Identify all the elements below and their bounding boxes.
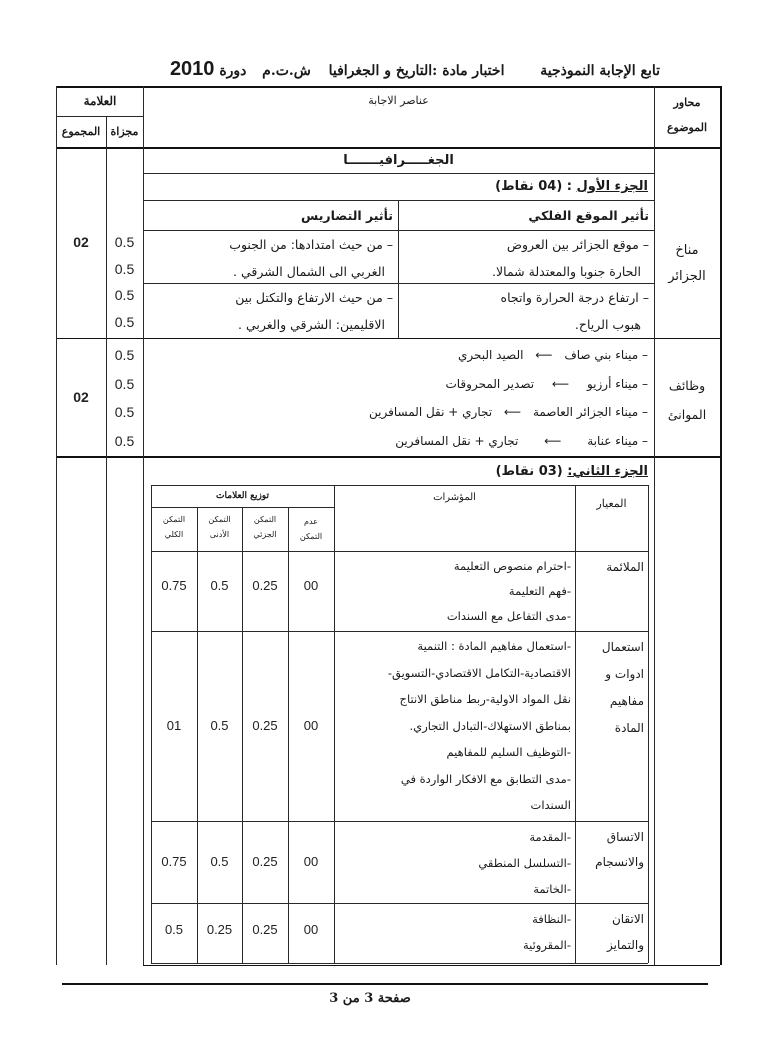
climate-col-astro: تأثير الموقع الفلكي <box>528 208 649 223</box>
port-function: تصدير المحروقات <box>445 376 535 391</box>
port-name: – ميناء عنابة <box>587 433 648 448</box>
rule <box>288 507 289 963</box>
indicators-cell <box>334 633 571 819</box>
rule <box>56 338 720 339</box>
rule <box>151 551 648 552</box>
arrow-left-icon: ⟵ <box>535 348 553 362</box>
rule <box>151 631 648 632</box>
axis-label-line: الموانئ <box>667 407 707 422</box>
criterion-line: ادوات و <box>605 667 644 681</box>
mark: 0.5 <box>114 347 135 363</box>
climate-marks <box>106 229 143 335</box>
port-row <box>143 342 648 371</box>
indicator-line: الاقتصادية-التكامل الاقتصادي-التسويق- <box>387 665 571 680</box>
relief-line: – من حيث الارتفاع والتكتل بين <box>235 290 393 305</box>
level-header-none <box>288 514 334 544</box>
level-line: التمكن <box>253 515 277 524</box>
relief-line: الاقليمين: الشرقي والغربي . <box>238 317 385 332</box>
mark: 0.5 <box>114 287 135 303</box>
port-name: – ميناء بني صاف <box>564 348 648 362</box>
criterion-line: الملائمة <box>606 560 644 574</box>
score-none: 00 <box>303 718 319 733</box>
criterion-cell <box>575 634 644 742</box>
port-function: تجاري + نقل المسافرين <box>395 433 519 448</box>
port-row <box>143 399 648 428</box>
port-name: – ميناء الجزائر العاصمة <box>532 405 648 419</box>
header-subject: اختبار مادة :التاريخ و الجغرافيا <box>328 63 505 79</box>
rule <box>143 965 720 966</box>
indicator-line: السندات <box>530 798 571 812</box>
part2-label: الجزء الثاني: <box>567 464 648 479</box>
axes-header-line2: الموضوع <box>666 121 708 134</box>
rule <box>197 507 198 963</box>
rule <box>720 86 722 965</box>
indicator-line: -الخاتمة <box>533 882 571 896</box>
rule <box>648 485 649 963</box>
mark: 0.5 <box>114 404 135 420</box>
indicator-line: -المقروئية <box>522 938 571 952</box>
level-header-minimal <box>197 512 242 542</box>
total-header: المجموع <box>61 125 101 138</box>
score-partial: 0.25 <box>252 578 278 593</box>
astro-line: هبوب الرياح. <box>574 317 641 332</box>
criterion-cell <box>575 825 644 875</box>
part1-points: : (04 نقاط) <box>495 179 572 194</box>
indicator-line: -المقدمة <box>529 830 571 844</box>
level-line: عدم <box>304 517 318 526</box>
level-line: الجزئي <box>253 530 277 539</box>
part1-label: الجزء الأول <box>576 179 648 194</box>
score-minimal: 0.5 <box>210 718 229 733</box>
mark: 0.5 <box>114 432 135 449</box>
page-header <box>170 56 660 82</box>
climate-row2-relief <box>143 284 393 338</box>
level-header-full <box>151 512 197 542</box>
indicator-line: نقل المواد الاولية-ربط مناطق الانتاج <box>399 692 571 706</box>
level-line: الكلي <box>164 530 184 539</box>
level-line: التمكن <box>162 515 186 524</box>
score-none: 00 <box>303 578 319 593</box>
header-stream: ش.ت.م <box>262 63 311 79</box>
port-function: الصيد البحري <box>457 348 524 362</box>
section-title: الجغـــــرافيـــــــا <box>343 153 454 168</box>
rule <box>242 507 243 963</box>
level-header-partial <box>242 512 288 542</box>
score-minimal: 0.5 <box>210 854 229 869</box>
astro-line: – ارتفاع درجة الحرارة واتجاه <box>500 290 649 305</box>
indicators-cell <box>334 824 571 902</box>
part2-title <box>143 460 648 484</box>
page-number: صفحة 3 من 3 <box>329 991 411 1006</box>
axis-label-line: وظائف <box>668 378 706 393</box>
indicator-line: -التوظيف السليم للمفاهيم <box>446 745 571 759</box>
score-minimal: 0.5 <box>210 578 229 593</box>
score-full: 0.5 <box>164 922 184 937</box>
climate-col-relief: تأثير التضاريس <box>301 208 393 223</box>
score-none: 00 <box>303 854 319 869</box>
score-full: 0.75 <box>161 854 187 869</box>
axis-ports-label <box>654 371 720 429</box>
mark: 0.5 <box>114 234 135 250</box>
criterion-line: المادة <box>614 721 644 735</box>
mark: 0.5 <box>114 313 135 330</box>
rule <box>56 456 720 458</box>
criterion-line: الاتساق <box>606 830 644 844</box>
climate-row2-astro <box>398 284 649 338</box>
score-partial: 0.25 <box>252 922 278 937</box>
answer-elements-header: عناصر الاجابة <box>368 94 429 107</box>
arrow-left-icon: ⟵ <box>551 376 570 391</box>
indicator-line: -احترام منصوص التعليمة <box>453 559 571 573</box>
criterion-cell <box>575 906 644 958</box>
port-row <box>143 371 648 400</box>
ports-marks <box>106 341 143 455</box>
axis-label-line: مناخ <box>675 243 699 258</box>
port-row <box>143 428 648 457</box>
score-minimal: 0.25 <box>206 922 233 937</box>
score-full: 01 <box>166 718 182 733</box>
criterion-line: استعمال <box>601 640 644 654</box>
rule <box>151 903 648 904</box>
rule <box>654 86 655 965</box>
score-partial: 0.25 <box>252 718 278 733</box>
indicator-line: -مدى التفاعل مع السندات <box>446 609 571 623</box>
criterion-line: والتمايز <box>607 938 644 952</box>
axis-climate-label <box>654 238 720 290</box>
level-line: الأدنى <box>209 530 230 539</box>
climate-row1-relief <box>143 231 393 285</box>
climate-row1-astro <box>398 231 649 285</box>
header-session-label: دورة <box>219 63 247 79</box>
indicator-line: -فهم التعليمة <box>508 584 571 598</box>
grade-header: العلامة <box>83 94 117 108</box>
relief-line: – من حيث امتدادها: من الجنوب <box>229 237 393 252</box>
port-name: – ميناء أرزيو <box>586 376 648 391</box>
criterion-header: المعيار <box>596 497 627 510</box>
level-line: التمكن <box>299 532 323 541</box>
criterion-cell <box>575 555 644 579</box>
rule <box>151 821 648 822</box>
arrow-left-icon: ⟵ <box>544 433 562 448</box>
distribution-header: توزيع العلامات <box>216 491 269 501</box>
axes-header <box>654 90 720 140</box>
partial-header: مجزاة <box>110 125 139 138</box>
criterion-line: الاتقان <box>611 912 644 926</box>
relief-line: الغربي الى الشمال الشرقي . <box>233 264 385 279</box>
ports-total: 02 <box>73 389 89 405</box>
part2-points: (03 نقاط) <box>495 464 563 479</box>
criterion-line: والانسجام <box>595 855 644 869</box>
indicator-line: -النظافة <box>532 912 571 926</box>
indicator-line: -استعمال مفاهيم المادة : التنمية <box>417 639 571 653</box>
score-none: 00 <box>303 922 319 937</box>
footer-rule <box>62 983 708 985</box>
indicator-line: -التسلسل المنطقي <box>478 856 571 870</box>
indicators-header: المؤشرات <box>433 492 476 503</box>
indicators-cell <box>334 554 571 629</box>
astro-line: الحارة جنوبا والمعتدلة شمالا. <box>492 264 641 279</box>
port-function: تجاري + نقل المسافرين <box>369 405 493 419</box>
criterion-line: مفاهيم <box>609 694 644 708</box>
header-title: تابع الإجابة النموذجية <box>540 63 660 79</box>
ports-list <box>143 342 648 456</box>
rule <box>56 86 57 965</box>
indicator-line: بمناطق الاستهلاك-التبادل التجاري. <box>409 718 571 733</box>
header-year: 2010 <box>169 58 215 80</box>
mark: 0.5 <box>114 260 135 277</box>
mark: 0.5 <box>114 375 135 392</box>
axes-header-line1: محاور <box>673 96 701 109</box>
score-full: 0.75 <box>161 578 187 593</box>
astro-line: – موقع الجزائر بين العروض <box>506 237 649 252</box>
arrow-left-icon: ⟵ <box>503 405 522 419</box>
level-line: التمكن <box>208 515 231 524</box>
climate-total: 02 <box>73 234 89 250</box>
part1-title <box>143 174 648 200</box>
score-partial: 0.25 <box>252 854 278 869</box>
indicator-line: -مدى التطابق مع الافكار الواردة في <box>400 771 571 786</box>
indicators-cell <box>334 906 571 958</box>
rule <box>151 963 648 964</box>
axis-label-line: الجزائر <box>668 269 706 284</box>
